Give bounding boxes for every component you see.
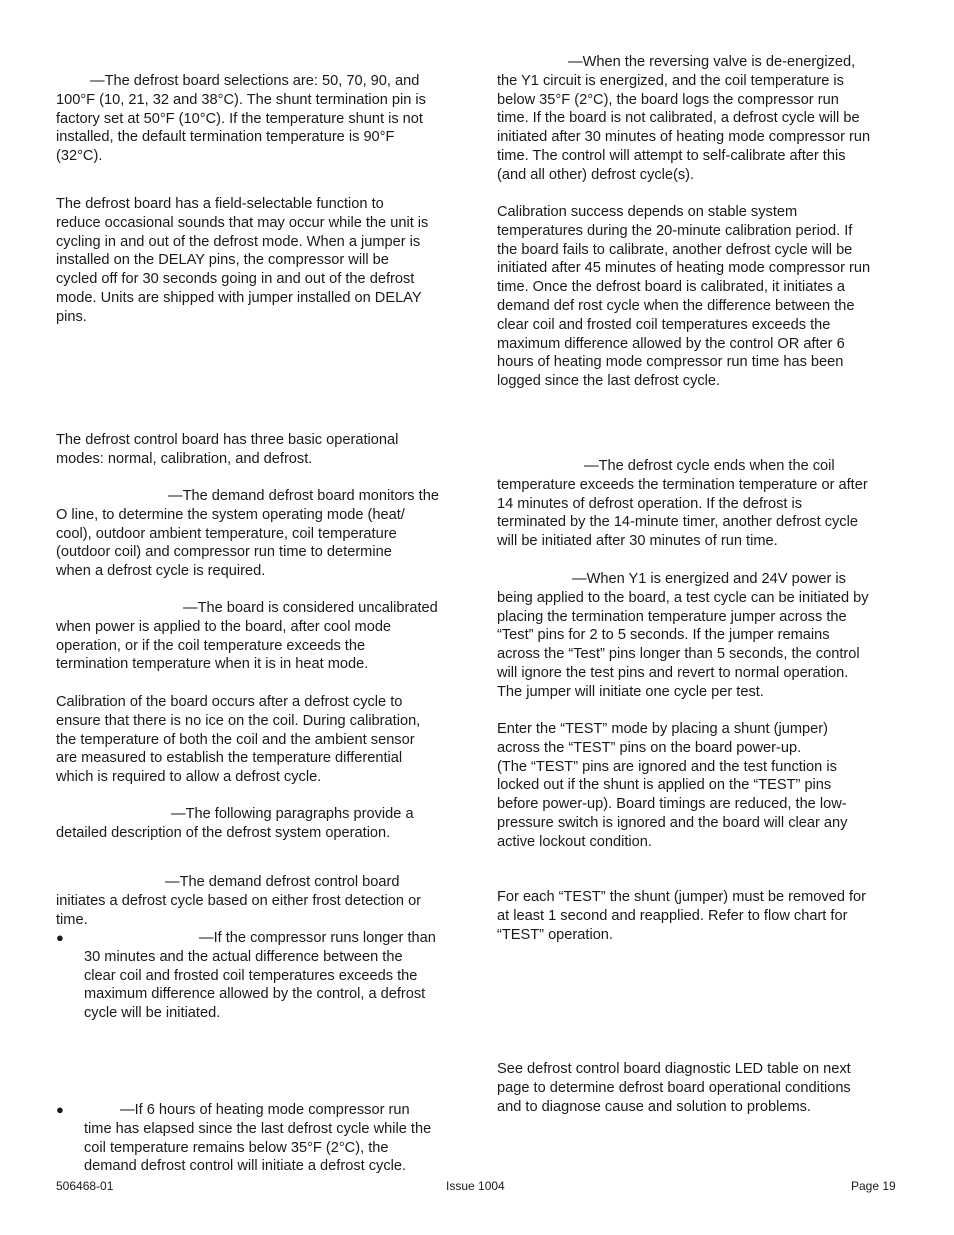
delay-mode-paragraph: The defrost board has a field-selectable function to reduce occasional sounds that may occur while the unit is cycling in and out of the defrost mode. When a jumper is installed on the DELAY pins, the compressor will be cycled off for 30 seconds going in and out of the defrost mode. Units are shipped with jumper installed on DELAY pins.	[56, 196, 429, 325]
operational-modes-intro: The defrost control board has three basic operational modes: normal, calibration, and defrost.	[56, 432, 399, 467]
diagnostic-paragraph: See defrost control board diagnostic LED table on next page to determine defrost board operational conditions and to diagnose cause and solution to problems.	[497, 1061, 851, 1115]
test-mode-paragraph: —When Y1 is energized and 24V power is being applied to the board, a test cycle can be initiated by placing the termination temperature jumper across the “Test” pins for 2 to 5 seconds. If the jumper remains across the “Test” pins longer than 5 seconds, the control will ignore the test pins and revert to normal operation. The jumper will initiate one cycle per test.	[497, 571, 869, 700]
enter-test-paragraph: Enter the “TEST” mode by placing a shunt (jumper) across the “TEST” pins on the board power-up. (The “TEST” pins are ignored and the test function is locked out if the shunt is applied on the “TEST” pins before power-up). Board timings are reduced, the low- pressure switch is ignored and the board will clear any active lockout condition.	[497, 721, 848, 850]
page-number: Page 19	[851, 1179, 896, 1193]
each-test-paragraph: For each “TEST” the shunt (jumper) must be removed for at least 1 second and reapplied. Refer to flow chart for “TEST” operation.	[497, 889, 867, 943]
reversing-valve-paragraph: —When the reversing valve is de-energized, the Y1 circuit is energized, and the coil temperature is below 35°F (2°C), the board logs the compressor run time. If the board is not calibrated, a defrost cycle will be initiated after 30 minutes of heating mode compressor run time. The control will attempt to self-calibrate after this (and all other) defrost cycle(s).	[497, 54, 871, 183]
calibration-mode-paragraph: —The board is considered uncalibrated when power is applied to the board, after cool mode operation, or if the coil temperature exceeds the termination temperature when it is in heat mode.	[56, 600, 438, 673]
termination-temperature-paragraph: —The defrost board selections are: 50, 70, 90, and 100°F (10, 21, 32 and 38°C). The shunt termination pin is factory set at 50°F (10°C). If the temperature shunt is not installed, the default termination temperature is 90°F (32°C).	[56, 73, 426, 165]
calibration-detail-paragraph: Calibration of the board occurs after a defrost cycle to ensure that there is no ice on the coil. During calibration, the temperature of both the coil and the ambient sensor are measured to establish the temperature differential which is required to allow a defrost cycle.	[56, 694, 421, 786]
time-bullet: —If 6 hours of heating mode compressor run time has elapsed since the last defrost cycle while the coil temperature remains below 35°F (2°C), the demand defrost control will initiate a defrost cycle.	[84, 1102, 432, 1175]
defrost-mode-paragraph: —The following paragraphs provide a detailed description of the defrost system operation.	[56, 806, 414, 841]
issue-number: Issue 1004	[446, 1179, 505, 1193]
bullet-marker: ●	[56, 1102, 64, 1117]
bullet-marker: ●	[56, 930, 64, 945]
frost-detection-bullet: —If the compressor runs longer than 30 minutes and the actual difference between the clear coil and frosted coil temperatures exceeds the maximum difference allowed by the control, a defrost cycle will be initiated.	[84, 930, 436, 1022]
detecting-frost-paragraph: —The demand defrost control board initiates a defrost cycle based on either frost detection or time.	[56, 874, 422, 928]
calibration-success-paragraph: Calibration success depends on stable system temperatures during the 20-minute calibration period. If the board fails to calibrate, another defrost cycle will be initiated after 45 minutes of heating mode compressor run time. Once the defrost board is calibrated, it initiates a demand def rost cycle when the difference between the clear coil and frosted coil temperatures exceeds the maximum difference allowed by the control OR after 6 hours of heating mode compressor run time has been logged since the last defrost cycle.	[497, 204, 871, 390]
normal-mode-paragraph: —The demand defrost board monitors the O line, to determine the system operating mode (heat/ cool), outdoor ambient temperature, coil temperature (outdoor coil) and compressor run time to determine when a defrost cycle is required.	[56, 488, 439, 580]
document-number: 506468-01	[56, 1179, 114, 1193]
defrost-termination-paragraph: —The defrost cycle ends when the coil temperature exceeds the termination temperature or after 14 minutes of defrost operation. If the defrost is terminated by the 14-minute timer, another defrost cycle will be initiated after 30 minutes of run time.	[497, 458, 868, 550]
